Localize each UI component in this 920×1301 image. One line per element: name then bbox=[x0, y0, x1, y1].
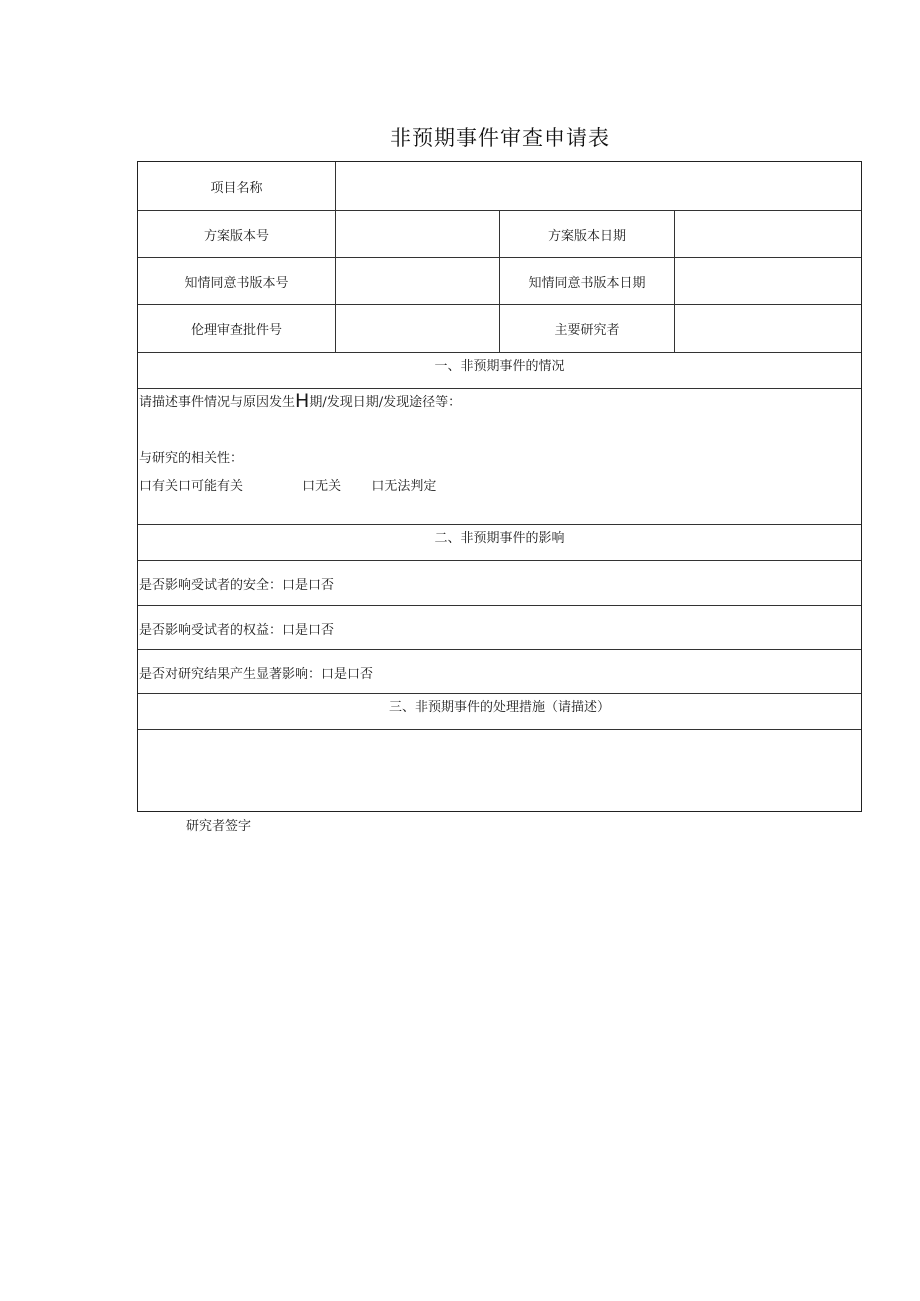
rights-question[interactable]: 是否影响受试者的权益：口是口否 bbox=[139, 623, 335, 638]
label-icf-version: 知情同意书版本号 bbox=[138, 258, 336, 304]
section2-heading: 二、非预期事件的影响 bbox=[434, 531, 565, 546]
signature-label: 研究者签字 bbox=[186, 819, 252, 834]
label-pi: 主要研究者 bbox=[500, 305, 675, 352]
project-name-field[interactable] bbox=[336, 162, 861, 210]
safety-question[interactable]: 是否影响受试者的安全：口是口否 bbox=[139, 578, 335, 593]
page-title: 非预期事件审查申请表 bbox=[390, 126, 610, 150]
label-ethics-no: 伦理审查批件号 bbox=[138, 305, 336, 352]
option-unrelated[interactable]: 口无关 bbox=[302, 479, 342, 494]
measures-field[interactable] bbox=[138, 730, 861, 811]
option-related[interactable]: 口有关口可能有关 bbox=[139, 479, 244, 494]
row-icf bbox=[138, 258, 861, 305]
section1-heading: 一、非预期事件的情况 bbox=[434, 359, 565, 374]
section3-heading-row bbox=[138, 694, 861, 730]
protocol-version-field[interactable] bbox=[336, 211, 500, 257]
label-protocol-date: 方案版本日期 bbox=[500, 211, 675, 257]
pi-field[interactable] bbox=[675, 305, 861, 352]
results-question[interactable]: 是否对研究结果产生显著影响：口是口否 bbox=[139, 667, 374, 682]
section3-heading: 三、非预期事件的处理措施（请描述） bbox=[388, 700, 610, 715]
label-protocol-version: 方案版本号 bbox=[138, 211, 336, 257]
relevance-options bbox=[139, 475, 436, 494]
icf-date-field[interactable] bbox=[675, 258, 861, 304]
label-project-name: 项目名称 bbox=[138, 162, 336, 210]
ethics-no-field[interactable] bbox=[336, 305, 500, 352]
option-undetermined[interactable]: 口无法判定 bbox=[371, 479, 437, 494]
protocol-date-field[interactable] bbox=[675, 211, 861, 257]
row-ethics bbox=[138, 305, 861, 353]
label-icf-date: 知情同意书版本日期 bbox=[500, 258, 675, 304]
rights-question-row bbox=[138, 606, 861, 650]
row-project-name bbox=[138, 162, 861, 211]
application-form bbox=[137, 161, 862, 812]
row-protocol bbox=[138, 211, 861, 258]
relevance-label: 与研究的相关性： bbox=[139, 451, 244, 466]
results-question-row bbox=[138, 650, 861, 694]
section1-body[interactable] bbox=[138, 389, 861, 525]
safety-question-row bbox=[138, 561, 861, 606]
icf-version-field[interactable] bbox=[336, 258, 500, 304]
event-description-prompt: 请描述事件情况与原因发生H期/发现日期/发现途径等： bbox=[139, 390, 462, 412]
section1-heading-row bbox=[138, 353, 861, 389]
section2-heading-row bbox=[138, 525, 861, 561]
